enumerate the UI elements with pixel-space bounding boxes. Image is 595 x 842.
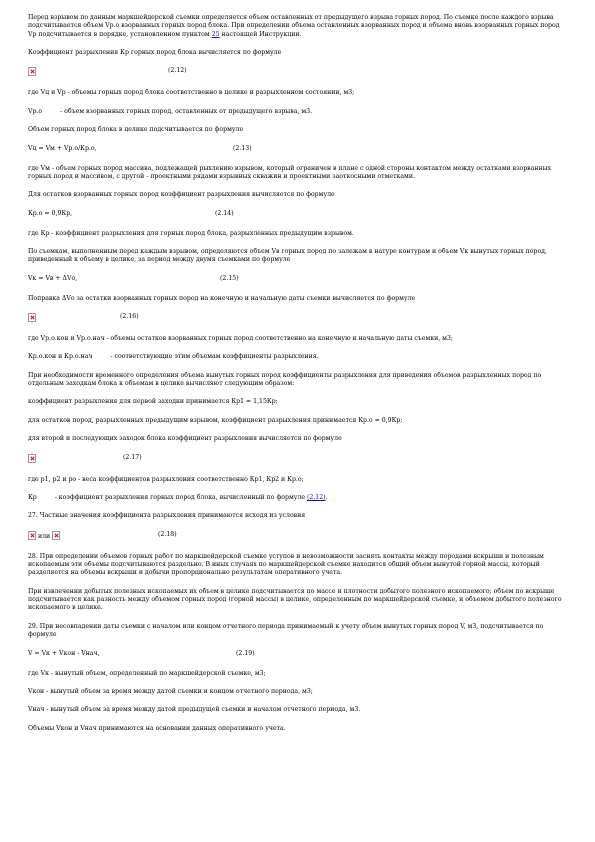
broken-image-icon xyxy=(28,67,36,76)
document-body xyxy=(28,14,568,743)
formula-number: (2.15) xyxy=(220,274,239,282)
formula-2-18 xyxy=(28,531,568,543)
link-formula-2-12[interactable]: (2.12) xyxy=(306,493,326,501)
formula-number: (2.18) xyxy=(158,530,177,538)
paragraph-vro-definition: Vр.о - объем взорванных горных пород, оставленных от предыдущего взрыва, м3. xyxy=(28,107,313,115)
paragraph-correction: Поправка ΔVо за остатки взорванных горных пород на конечную и начальную даты съемки вычисляется по формуле xyxy=(28,294,416,302)
formula-number: (2.13) xyxy=(233,144,252,152)
formula-text: Vк = Vв + ΔVо, xyxy=(28,274,78,282)
paragraph-remains-intro: Для остатков взорванных горных пород коэффициент разрыхления вычисляется по формуле xyxy=(28,191,335,199)
formula-text: Кр.о = 0,9Кр, xyxy=(28,209,73,217)
broken-image-icon xyxy=(28,531,36,540)
formula-2-19 xyxy=(28,650,568,660)
paragraph-where-vk: где Vк - вынутый объем, определенный по маркшейдерской съемке, м3; xyxy=(28,669,266,677)
formula-2-16 xyxy=(28,313,568,325)
paragraph-kr-formula-intro: Коэффициент разрыхления Кр горных пород блока вычисляется по формуле xyxy=(28,49,282,57)
paragraph-item-27: 27. Частные значения коэффициента разрыхления принимаются исходя из условия xyxy=(28,512,306,520)
formula-connector: или xyxy=(38,532,51,540)
paragraph-intro: Перед взрывом по данным маркшейдерской съемки определяется объем оставленных от предыдущего взрыва горных пород. По съемке после каждого взрыва подсчитывается объем Vр.о взорванных горных пород блока. При определении объема оставленных взорванных пород и объема вновь взорванных горных пород Vр подсчитывается в порядке, установленном пунктом 25 настоящей Инструкции. xyxy=(28,14,560,38)
paragraph-second-cut: для второй и последующих заходок блока коэффициент разрыхления вычисляется по формуле xyxy=(28,435,342,443)
paragraph-where-kr: где Кр - коэффициент разрыхления для горных пород блока, разрыхленных предыдущим взрывом. xyxy=(28,229,354,237)
formula-2-15 xyxy=(28,275,568,285)
paragraph-extraction: При извлечении добытых полезных ископаемых их объем в целике подсчитывается по массе и плотности добытого полезного ископаемого; объем по вскрыше подсчитывается как разность между объемом горных пород (горной массы) в целике, определенным по маркшейдерской съемке, и объемом добытого полезного ископаемого в целике. xyxy=(28,587,562,612)
paragraph-item-29: 29. При несовпадении даты съемки с началом или концом отчетного периода принимаемый к учету объем вынутых горных пород V, м3, подсчитывается по формуле xyxy=(28,622,544,639)
paragraph-where-vro-kon: где Vр.о.кон и Vр.о.нач - объемы остатков взорванных горных пород соответственно на конечную и начальную даты съемки, м3; xyxy=(28,335,453,343)
paragraph-item-28: 28. При определении объемов горных работ по маркшейдерской съемке уступов и невозможности заснять контакты между породами вскрыши и полезным ископаемым эти объемы подсчитываются раздельно. В иных случаях по маркшейдерской съемке находится общий объем вынутой горной массы, который разделяется на объемы вскрыши и добычи пропорционально результатам оперативного учета. xyxy=(28,552,544,577)
paragraph-weights: где p1, p2 и pо - веса коэффициентов разрыхления соответственно Кр1, Кр2 и Кр.о; xyxy=(28,475,304,483)
paragraph-where-vc-vr: где Vц и Vр - объемы горных пород блока соответственно в целике и разрыхленном состоянии, м3; xyxy=(28,89,355,97)
paragraph-temporary: При необходимости временного определения объема вынутых горных пород коэффициенты разрыхления для приведения объемов разрыхленных пород по отдельным заходкам блока к объемам в целике вычисляют следующим образом: xyxy=(28,371,542,388)
broken-image-icon xyxy=(52,531,60,540)
formula-number: (2.14) xyxy=(215,209,234,217)
formula-2-14 xyxy=(28,210,568,220)
paragraph-volume-intro: Объем горных пород блока в целике подсчитывается по формуле xyxy=(28,126,244,134)
paragraph-remains-coef: для остатков пород, разрыхленных предыдущим взрывом, коэффициент разрыхления принимается Кр.о = 0,9Кр; xyxy=(28,416,403,424)
paragraph-first-cut: коэффициент разрыхления для первой заходки принимается Кр1 = 1,15Кр; xyxy=(28,398,278,406)
formula-2-12 xyxy=(28,67,568,79)
paragraph-kro-definition: Кр.о.кон и Кр.о.нач - соответствующие этим объемам коэффициенты разрыхления. xyxy=(28,353,319,361)
paragraph-kr-reference: Кр - коэффициент разрыхления горных пород блока, вычисленный по формуле (2.12). xyxy=(28,493,328,501)
paragraph-operational: Объемы Vкон и Vнач принимаются на основании данных оперативного учета. xyxy=(28,724,286,732)
paragraph-where-vm: где Vм - объем горных пород массива, подлежащей рыхлению взрывом, который ограничен в плане с одной стороны контактом между остатками взорванных горных пород и массивом, с другой - проектными рядами взрывных скважин и проектными заоткосными отметками. xyxy=(28,164,551,180)
formula-number: (2.17) xyxy=(123,453,142,461)
link-item-25[interactable]: 25 xyxy=(211,30,220,38)
formula-2-13 xyxy=(28,145,568,155)
formula-text: V = Vк + Vкон - Vнач, xyxy=(28,649,100,657)
formula-number: (2.12) xyxy=(168,67,187,75)
broken-image-icon xyxy=(28,454,36,463)
formula-number: (2.19) xyxy=(236,649,255,657)
formula-2-17 xyxy=(28,454,568,466)
formula-text: Vц = Vм + Vр.о/Кр.о, xyxy=(28,144,97,152)
paragraph-vnach: Vнач - вынутый объем за время между датой предыдущей съемки и началом отчетного периода, м3. xyxy=(28,706,361,714)
paragraph-surveys: По съемкам, выполненным перед каждым взрывом, определяются объем Vв горных пород по залежам в натуре контурам и объем Vк вынутых горных пород, приведенный к объему в целике, за период между двумя съемками по формуле xyxy=(28,247,547,264)
formula-number: (2.16) xyxy=(120,313,139,321)
paragraph-vkon: Vкон - вынутый объем за время между датой съемки и концом отчетного периода, м3; xyxy=(28,687,313,695)
broken-image-icon xyxy=(28,313,36,322)
